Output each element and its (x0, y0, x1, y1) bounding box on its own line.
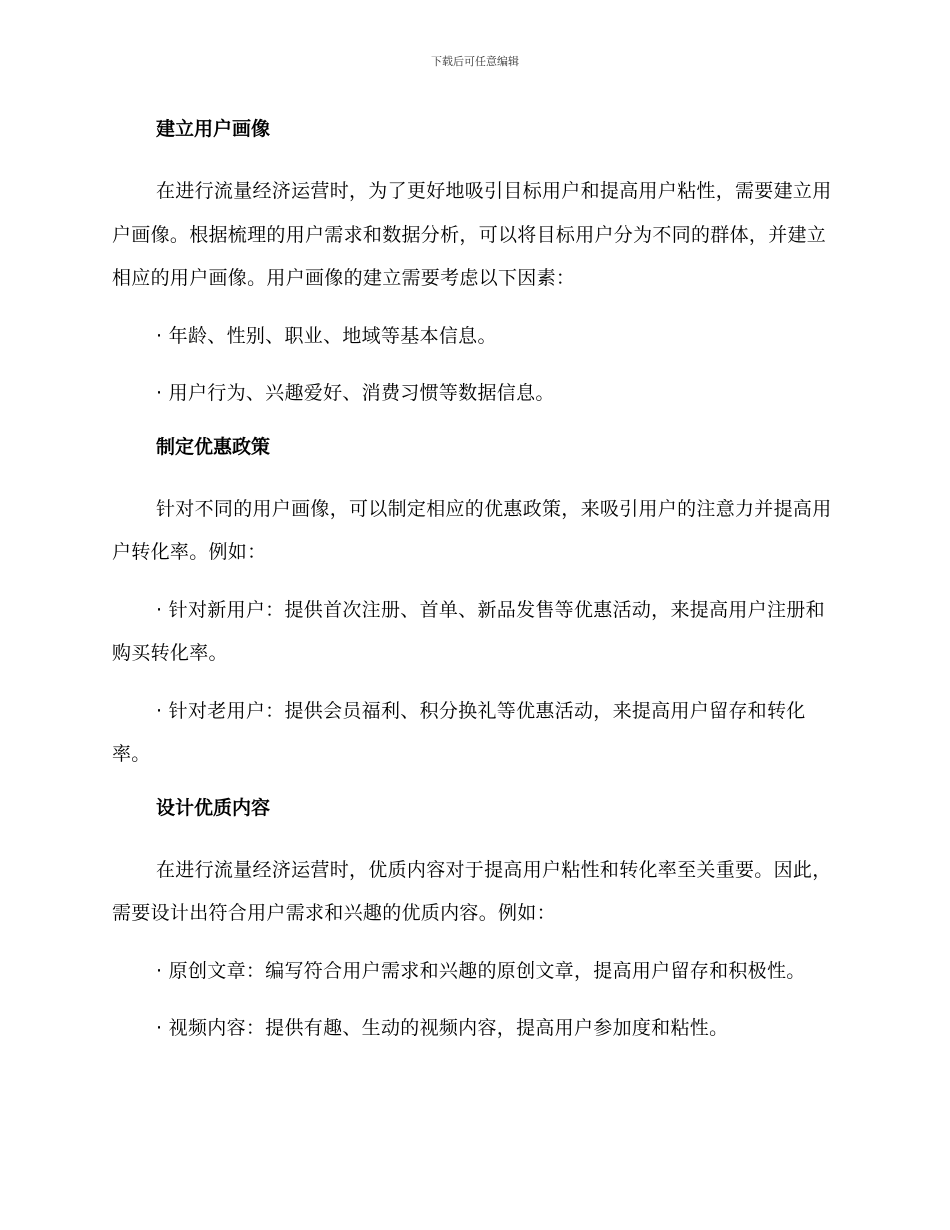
bullet-item: · 原创文章：编写符合用户需求和兴趣的原创文章，提高用户留存和积极性。 (156, 959, 806, 982)
paragraph: 在进行流量经济运营时，为了更好地吸引目标用户和提高用户粘性，需要建立用户画像。根据梳理的用户需求和数据分析，可以将目标用户分为不同的群体，并建立相应的用户画像。用户画像的建立需要考虑以下因素： (112, 180, 832, 289)
paragraph: 在进行流量经济运营时，优质内容对于提高用户粘性和转化率至关重要。因此，需要设计出符合用户需求和兴趣的优质内容。例如： (112, 858, 832, 924)
section-heading: 制定优惠政策 (156, 435, 271, 458)
bullet-item: · 年龄、性别、职业、地域等基本信息。 (156, 324, 497, 347)
bullet-item: · 针对新用户：提供首次注册、首单、新品发售等优惠活动，来提高用户注册和购买转化率。 (112, 598, 825, 664)
bullet-item: · 针对老用户：提供会员福利、积分换礼等优惠活动，来提高用户留存和转化率。 (112, 699, 806, 765)
document-body (112, 112, 832, 1051)
section-heading: 建立用户画像 (156, 118, 271, 140)
section-heading: 设计优质内容 (156, 796, 271, 819)
section-discount-policy (112, 430, 832, 777)
page-header: 下载后可任意编辑 (431, 55, 519, 68)
section-quality-content (112, 791, 832, 1051)
bullet-item: · 视频内容：提供有趣、生动的视频内容，提高用户参加度和粘性。 (156, 1017, 729, 1039)
paragraph: 针对不同的用户画像，可以制定相应的优惠政策，来吸引用户的注意力并提高用户转化率。例如： (112, 497, 832, 563)
bullet-item: · 用户行为、兴趣爱好、消费习惯等数据信息。 (156, 382, 555, 404)
section-user-persona (112, 112, 832, 416)
